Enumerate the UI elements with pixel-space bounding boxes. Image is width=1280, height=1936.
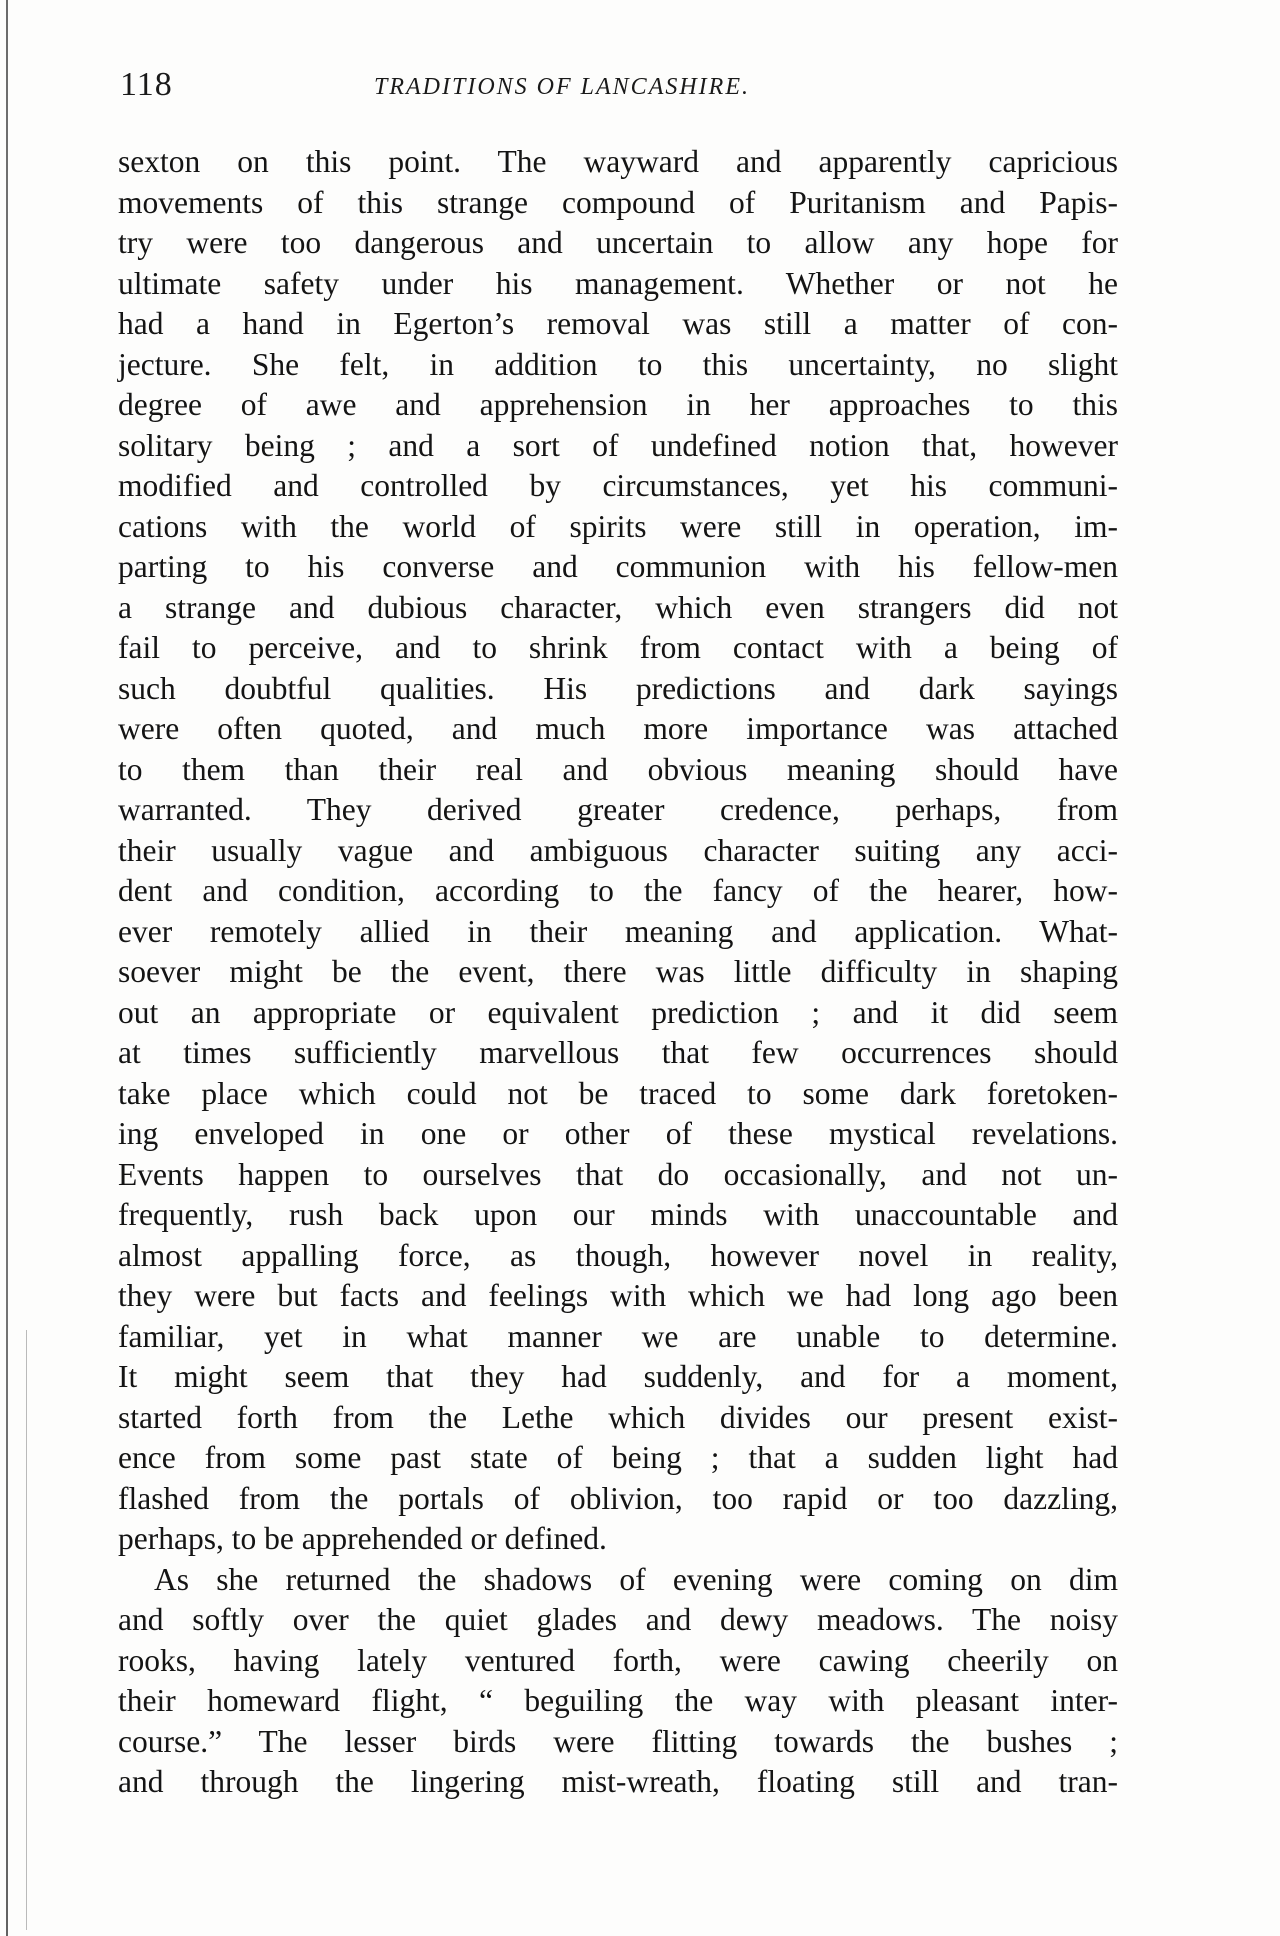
text-line: dent and condition, according to the fancy of the hearer, how- — [118, 873, 1118, 908]
text-line: It might seem that they had suddenly, and for a moment, — [118, 1359, 1118, 1394]
text-line: movements of this strange compound of Puritanism and Papis- — [118, 184, 1118, 220]
text-line: jecture. She felt, in addition to this uncertainty, no slight — [118, 346, 1118, 382]
text-line: take place which could not be traced to some dark foretoken- — [118, 1075, 1118, 1111]
text-line: solitary being ; and a sort of undefined notion that, however — [118, 427, 1118, 463]
text-line: were often quoted, and much more importance was attached — [118, 711, 1118, 746]
text-line: parting to his converse and communion with his fellow-men — [118, 549, 1118, 584]
running-title: TRADITIONS OF LANCASHIRE. — [374, 74, 750, 100]
text-line: a strange and dubious character, which even strangers did not — [118, 589, 1118, 625]
paragraph-2 — [118, 1560, 1118, 1803]
text-line: their usually vague and ambiguous character suiting any acci- — [118, 832, 1118, 868]
text-line: familiar, yet in what manner we are unable to determine. — [118, 1318, 1118, 1354]
text-line: degree of awe and apprehension in her approaches to this — [118, 387, 1118, 422]
text-line: their homeward flight, “ beguiling the way with pleasant inter- — [118, 1683, 1118, 1718]
text-line: started forth from the Lethe which divides our present exist- — [118, 1399, 1118, 1435]
text-line: sexton on this point. The wayward and apparently capricious — [118, 144, 1118, 179]
page-number: 118 — [120, 66, 173, 103]
text-line: try were too dangerous and uncertain to allow any hope for — [118, 225, 1118, 260]
text-line: at times sufficiently marvellous that few occurrences should — [118, 1035, 1118, 1070]
text-line: cations with the world of spirits were still in operation, im- — [118, 508, 1118, 544]
text-line: warranted. They derived greater credence, perhaps, from — [118, 792, 1118, 827]
text-line: such doubtful qualities. His predictions and dark sayings — [118, 670, 1118, 706]
text-line: almost appalling force, as though, however novel in reality, — [118, 1237, 1118, 1273]
text-line: to them than their real and obvious meaning should have — [118, 751, 1118, 787]
text-line: modified and controlled by circumstances, yet his communi- — [118, 468, 1118, 503]
text-line: ing enveloped in one or other of these mystical revelations. — [118, 1116, 1118, 1151]
paragraph-1 — [118, 142, 1118, 1560]
text-line: frequently, rush back upon our minds with unaccountable and — [118, 1197, 1118, 1232]
text-line: flashed from the portals of oblivion, too rapid or too dazzling, — [118, 1480, 1118, 1516]
text-line: they were but facts and feelings with which we had long ago been — [118, 1278, 1118, 1313]
text-line: perhaps, to be apprehended or defined. — [118, 1521, 607, 1556]
text-line: and softly over the quiet glades and dewy meadows. The noisy — [118, 1602, 1118, 1637]
text-line: rooks, having lately ventured forth, were cawing cheerily on — [118, 1642, 1118, 1678]
body-text — [118, 142, 1118, 1803]
text-line: As she returned the shadows of evening were coming on dim — [154, 1561, 1118, 1597]
text-line: soever might be the event, there was little difficulty in shaping — [118, 954, 1118, 989]
text-line: and through the lingering mist-wreath, floating still and tran- — [118, 1764, 1118, 1799]
text-line: ever remotely allied in their meaning and application. What- — [118, 913, 1118, 949]
page-edge-line — [26, 1330, 27, 1930]
text-line: course.” The lesser birds were flitting towards the bushes ; — [118, 1723, 1118, 1759]
text-line: out an appropriate or equivalent prediction ; and it did seem — [118, 994, 1118, 1030]
text-line: fail to perceive, and to shrink from contact with a being of — [118, 630, 1118, 665]
text-line: Events happen to ourselves that do occasionally, and not un- — [118, 1156, 1118, 1192]
running-header — [120, 66, 1120, 110]
page-edge-shadow — [6, 0, 8, 1936]
text-line: had a hand in Egerton’s removal was still a matter of con- — [118, 306, 1118, 341]
text-line: ultimate safety under his management. Whether or not he — [118, 265, 1118, 301]
text-line: ence from some past state of being ; that a sudden light had — [118, 1440, 1118, 1475]
